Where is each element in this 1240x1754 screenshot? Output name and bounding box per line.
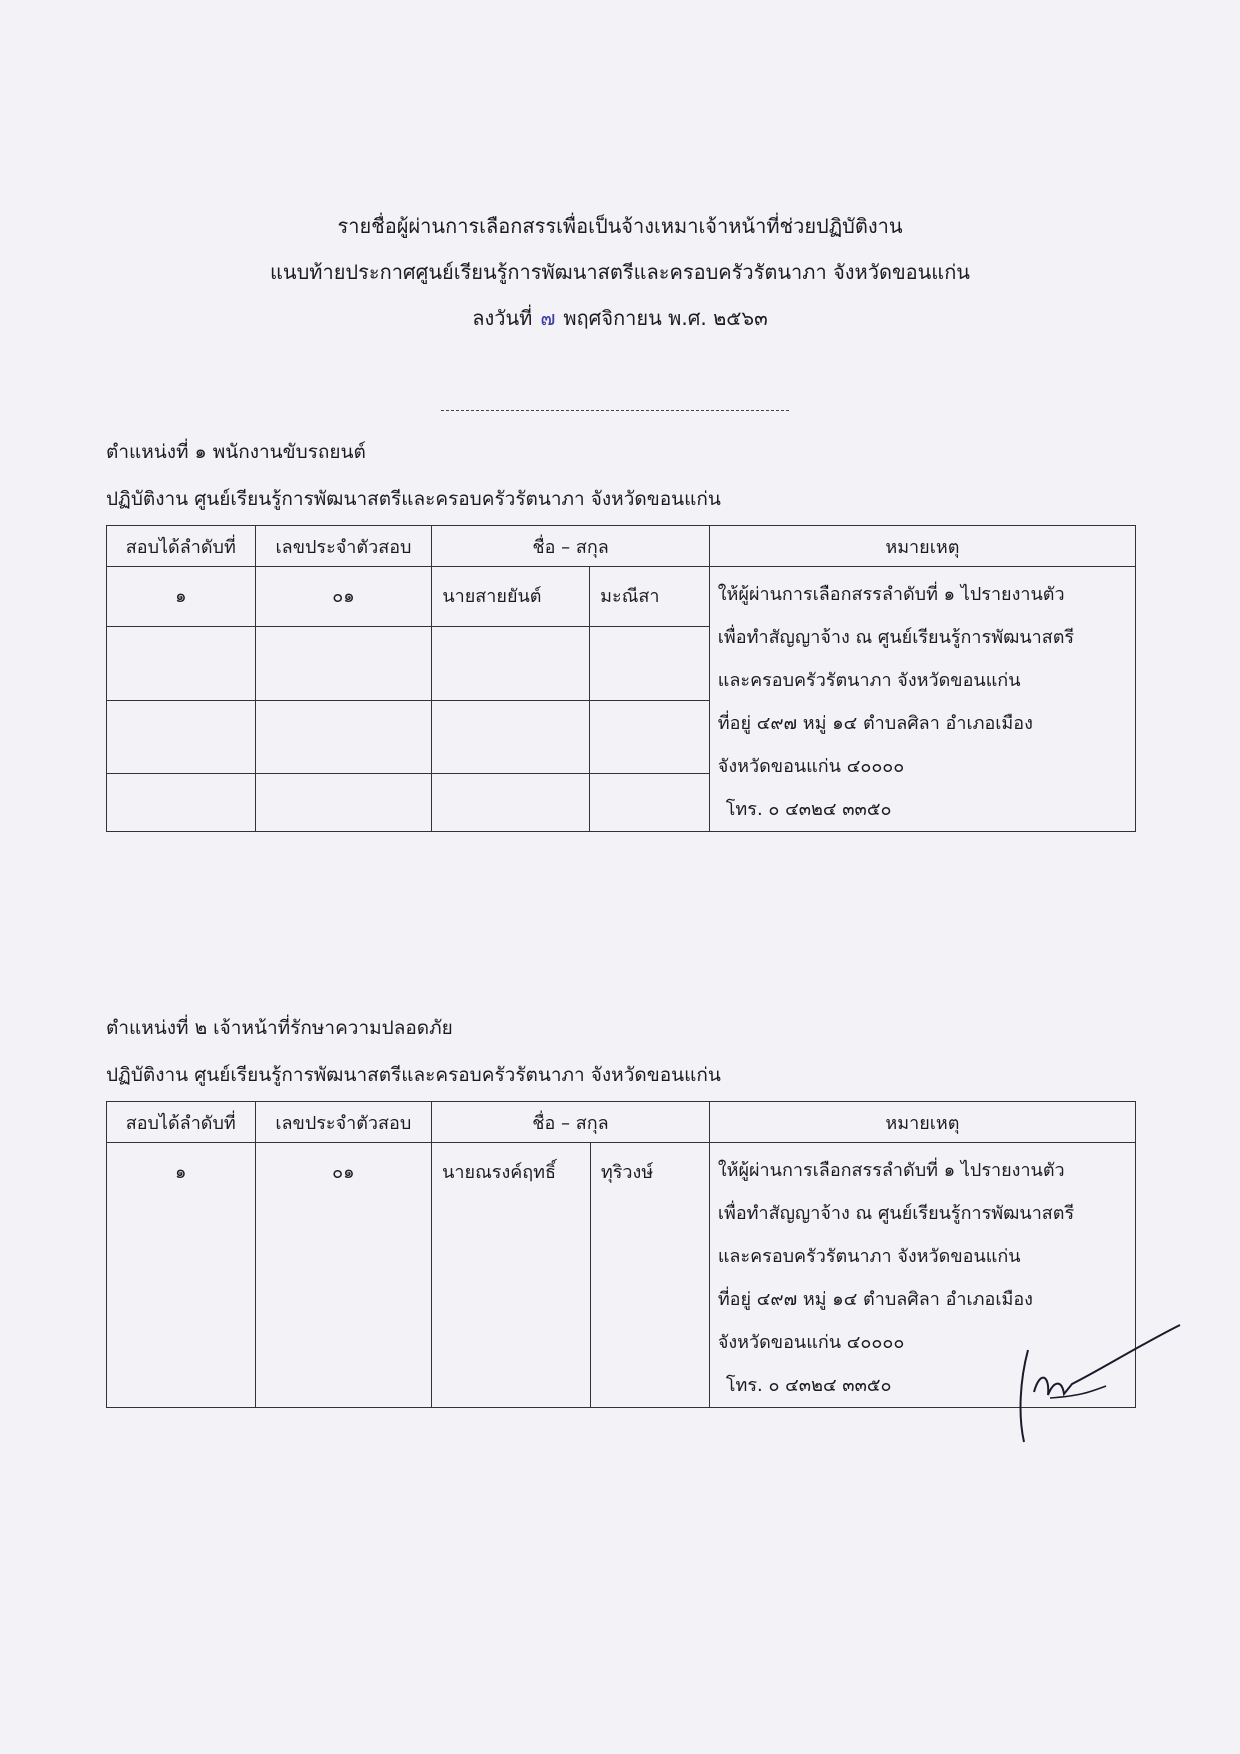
empty-cell	[432, 774, 590, 832]
remarks-line: ให้ผู้ผ่านการเลือกสรรลำดับที่ ๑ ไปรายงานตัว	[717, 584, 1065, 605]
table-header-row	[107, 526, 1136, 567]
table-row	[107, 567, 1136, 627]
date-prefix: ลงวันที่	[472, 306, 533, 330]
header-exam-id: เลขประจำตัวสอบ	[255, 1102, 432, 1143]
cell-first-name: นายณรงค์ฤทธิ์	[432, 1143, 591, 1408]
header-exam-id: เลขประจำตัวสอบ	[255, 526, 432, 567]
cell-rank: ๑	[107, 567, 256, 627]
table-row	[107, 1143, 1136, 1408]
remarks-line: ที่อยู่ ๔๙๗ หมู่ ๑๔ ตำบลศิลา อำเภอเมือง	[717, 713, 1033, 734]
table-header-row	[107, 1102, 1136, 1143]
empty-cell	[255, 627, 432, 700]
title-line-2: แนบท้ายประกาศศูนย์เรียนรู้การพัฒนาสตรีและครอบครัวรัตนาภา จังหวัดขอนแก่น	[270, 260, 970, 284]
section-1-position: ตำแหน่งที่ ๑ พนักงานขับรถยนต์	[106, 441, 366, 463]
section-2-position: ตำแหน่งที่ ๒ เจ้าหน้าที่รักษาความปลอดภัย	[106, 1017, 453, 1039]
empty-cell	[107, 700, 256, 773]
remarks-line: เพื่อทำสัญญาจ้าง ณ ศูนย์เรียนรู้การพัฒนาสตรี	[717, 627, 1075, 648]
cell-remarks	[709, 567, 1135, 832]
remarks-line: ที่อยู่ ๔๙๗ หมู่ ๑๔ ตำบลศิลา อำเภอเมือง	[717, 1289, 1033, 1310]
header-rank: สอบได้ลำดับที่	[107, 1102, 256, 1143]
section-2-workplace: ปฏิบัติงาน ศูนย์เรียนรู้การพัฒนาสตรีและครอบครัวรัตนาภา จังหวัดขอนแก่น	[106, 1064, 721, 1086]
empty-cell	[590, 700, 710, 773]
remarks-line: ให้ผู้ผ่านการเลือกสรรลำดับที่ ๑ ไปรายงานตัว	[717, 1160, 1065, 1181]
header-name: ชื่อ – สกุล	[432, 1102, 710, 1143]
empty-cell	[432, 627, 590, 700]
date-rest: พฤศจิกายน พ.ศ. ๒๕๖๓	[563, 306, 768, 330]
empty-cell	[255, 774, 432, 832]
header-remarks: หมายเหตุ	[709, 526, 1135, 567]
cell-exam-id: ๐๑	[255, 1143, 432, 1408]
remarks-line: และครอบครัวรัตนาภา จังหวัดขอนแก่น	[717, 1246, 1021, 1267]
cell-exam-id: ๐๑	[255, 567, 432, 627]
empty-cell	[107, 627, 256, 700]
empty-cell	[432, 700, 590, 773]
date-line	[0, 308, 1240, 328]
separator-line	[441, 410, 789, 411]
section-2-table	[106, 1101, 1136, 1408]
cell-last-name: มะณีสา	[590, 567, 710, 627]
cell-last-name: ทุริวงษ์	[590, 1143, 709, 1408]
cell-first-name: นายสายยันต์	[432, 567, 590, 627]
header-rank: สอบได้ลำดับที่	[107, 526, 256, 567]
cell-rank: ๑	[107, 1143, 256, 1408]
empty-cell	[255, 700, 432, 773]
header-name: ชื่อ – สกุล	[432, 526, 709, 567]
date-day-handwritten: ๗	[540, 306, 556, 330]
remarks-line: เพื่อทำสัญญาจ้าง ณ ศูนย์เรียนรู้การพัฒนาสตรี	[717, 1203, 1075, 1224]
section-1-table	[106, 525, 1136, 832]
title-line-1: รายชื่อผู้ผ่านการเลือกสรรเพื่อเป็นจ้างเหมาเจ้าหน้าที่ช่วยปฏิบัติงาน	[337, 214, 903, 238]
remarks-phone: โทร. ๐ ๔๓๒๔ ๓๓๕๐	[725, 799, 892, 820]
header-remarks: หมายเหตุ	[709, 1102, 1135, 1143]
empty-cell	[590, 774, 710, 832]
remarks-line: จังหวัดขอนแก่น ๔๐๐๐๐	[717, 1332, 905, 1353]
empty-cell	[590, 627, 710, 700]
section-1-workplace: ปฏิบัติงาน ศูนย์เรียนรู้การพัฒนาสตรีและครอบครัวรัตนาภา จังหวัดขอนแก่น	[106, 488, 721, 510]
remarks-line: จังหวัดขอนแก่น ๔๐๐๐๐	[717, 756, 905, 777]
handwritten-signature	[1010, 1320, 1190, 1450]
remarks-phone: โทร. ๐ ๔๓๒๔ ๓๓๕๐	[725, 1375, 892, 1396]
empty-cell	[107, 774, 256, 832]
remarks-line: และครอบครัวรัตนาภา จังหวัดขอนแก่น	[717, 670, 1021, 691]
